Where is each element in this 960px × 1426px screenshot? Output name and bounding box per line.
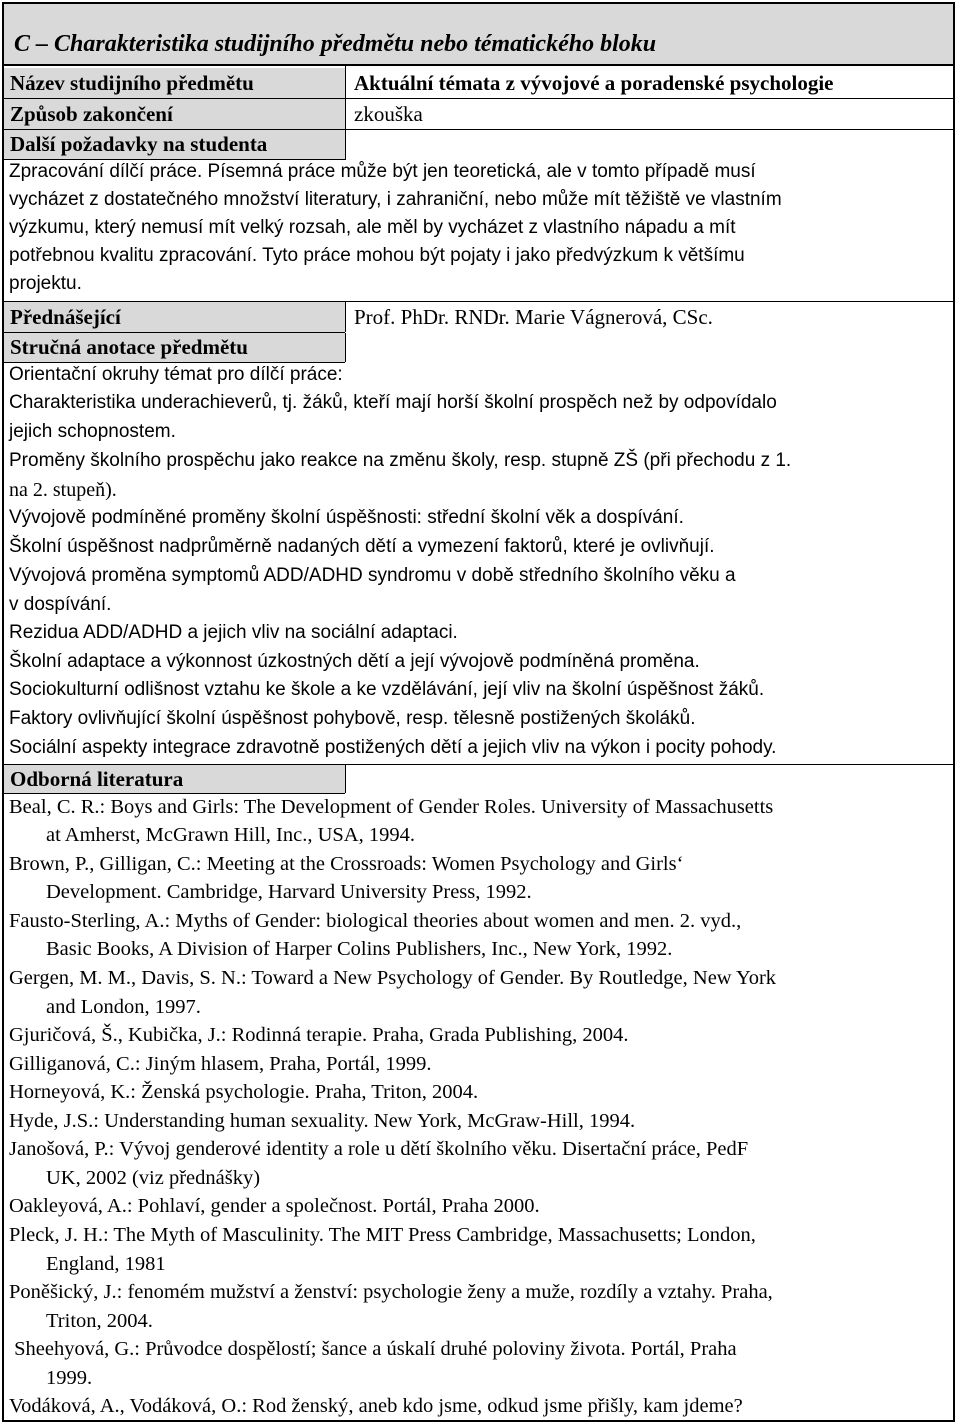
requirements-line: Zpracování dílčí práce. Písemná práce může být jen teoretická, ale v tomto případě musí (9, 161, 756, 182)
annotation-line: v dospívání. (9, 594, 112, 615)
literature-label: Odborná literatura (4, 765, 345, 793)
reference-item-cont: at Amherst, McGrawn Hill, Inc., USA, 1994. (46, 824, 415, 846)
completion-value: zkouška (354, 102, 423, 126)
requirements-line: vycházet z dostatečného množství literatury, i zahraniční, nebo může mít těžiště ve vlastním (9, 189, 782, 210)
lecturer-label: Přednášející (4, 302, 345, 332)
reference-item-cont: Basic Books, A Division of Harper Colins Publishers, Inc., New York, 1992. (46, 938, 673, 960)
reference-item: Vodáková, A., Vodáková, O.: Rod ženský, aneb kdo jsme, odkud jsme přišly, kam jdeme? (9, 1395, 743, 1417)
reference-item-cont: and London, 1997. (46, 996, 201, 1018)
reference-item: Gergen, M. M., Davis, S. N.: Toward a New Psychology of Gender. By Routledge, New York (9, 967, 777, 989)
reference-item: Janošová, P.: Vývoj genderové identity a role u dětí školního věku. Disertační práce, PedF (9, 1138, 749, 1160)
reference-item: Fausto-Sterling, A.: Myths of Gender: biological theories about women and men. 2. vyd., (9, 910, 742, 932)
reference-item: Gjuričová, Š., Kubička, J.: Rodinná terapie. Praha, Grada Publishing, 2004. (9, 1024, 629, 1046)
requirements-line: potřebnou kvalitu zpracování. Tyto práce mohou být pojaty i jako předvýzkum k většímu (9, 245, 745, 266)
annotation-line: Školní úspěšnost nadprůměrně nadaných dětí a vymezení faktorů, které je ovlivňují. (9, 536, 715, 557)
reference-item-cont: Development. Cambridge, Harvard University Press, 1992. (46, 881, 532, 903)
reference-item: Horneyová, K.: Ženská psychologie. Praha, Triton, 2004. (9, 1081, 479, 1103)
course-name-label: Název studijního předmětu (4, 68, 345, 98)
annotation-line: Proměny školního prospěchu jako reakce na změnu školy, resp. stupně ZŠ (při přechodu z 1. (9, 450, 792, 471)
annotation-label: Stručná anotace předmětu (4, 333, 345, 362)
section-header (4, 4, 953, 66)
reference-item: Sheehyová, G.: Průvodce dospělostí; šance a úskalí druhé poloviny života. Portál, Praha (9, 1338, 737, 1360)
annotation-line: Charakteristika underachieverů, tj. žáků, kteří mají horší školní prospěch než by odpovídalo (9, 392, 777, 413)
reference-item: Brown, P., Gilligan, C.: Meeting at the Crossroads: Women Psychology and Girls‘ (9, 853, 684, 875)
column-divider (345, 765, 346, 793)
annotation-line: Sociokulturní odlišnost vztahu ke škole a ke vzdělávání, její vliv na školní úspěšnost žáků. (9, 679, 765, 700)
annotation-line: Školní adaptace a výkonnost úzkostných dětí a její vývojově podmíněná proměna. (9, 651, 700, 672)
reference-item-cont: 1999. (46, 1367, 93, 1389)
annotation-line: Faktory ovlivňující školní úspěšnost pohybově, resp. tělesně postižených školáků. (9, 708, 696, 729)
reference-item: Beal, C. R.: Boys and Girls: The Development of Gender Roles. University of Massachusetts (9, 796, 774, 818)
reference-item: Gilliganová, C.: Jiným hlasem, Praha, Portál, 1999. (9, 1053, 432, 1075)
requirements-line: výzkumu, který nemusí mít velký rozsah, ale měl by vycházet z vlastního nápadu a mít (9, 217, 736, 238)
requirements-line: projektu. (9, 273, 82, 294)
requirements-label: Další požadavky na studenta (4, 130, 345, 159)
column-divider (345, 66, 346, 160)
course-name-value: Aktuální témata z vývojové a poradenské psychologie (354, 71, 834, 95)
reference-item: Poněšický, J.: fenomém mužství a ženství: psychologie ženy a muže, rozdíly a vztahy. Praha, (9, 1281, 773, 1303)
reference-item: Hyde, J.S.: Understanding human sexuality. New York, McGraw-Hill, 1994. (9, 1110, 636, 1132)
annotation-line: Sociální aspekty integrace zdravotně postižených dětí a jejich vliv na výkon i pocity pohody. (9, 737, 777, 758)
annotation-line: na 2. stupeň). (9, 479, 117, 501)
reference-item-cont: Triton, 2004. (46, 1310, 153, 1332)
column-divider (345, 333, 346, 362)
annotation-intro: Orientační okruhy témat pro dílčí práce: (9, 364, 343, 385)
divider (4, 362, 345, 363)
completion-label: Způsob zakončení (4, 99, 345, 129)
reference-item: Oakleyová, A.: Pohlaví, gender a společnost. Portál, Praha 2000. (9, 1195, 540, 1217)
column-divider (345, 302, 346, 332)
annotation-line: Rezidua ADD/ADHD a jejich vliv na sociální adaptaci. (9, 622, 458, 643)
annotation-line: Vývojově podmíněné proměny školní úspěšnosti: střední školní věk a dospívání. (9, 507, 684, 528)
reference-item-cont: England, 1981 (46, 1253, 166, 1275)
reference-item-cont: UK, 2002 (viz přednášky) (46, 1167, 261, 1189)
section-title: C – Charakteristika studijního předmětu nebo tématického bloku (14, 31, 657, 57)
reference-item: Pleck, J. H.: The Myth of Masculinity. The MIT Press Cambridge, Massachusetts; London, (9, 1224, 756, 1246)
annotation-line: jejich schopnostem. (9, 421, 176, 442)
divider (4, 159, 345, 160)
annotation-line: Vývojová proměna symptomů ADD/ADHD syndromu v době středního školního věku a (9, 565, 736, 586)
lecturer-value: Prof. PhDr. RNDr. Marie Vágnerová, CSc. (354, 305, 713, 329)
divider (4, 793, 345, 794)
